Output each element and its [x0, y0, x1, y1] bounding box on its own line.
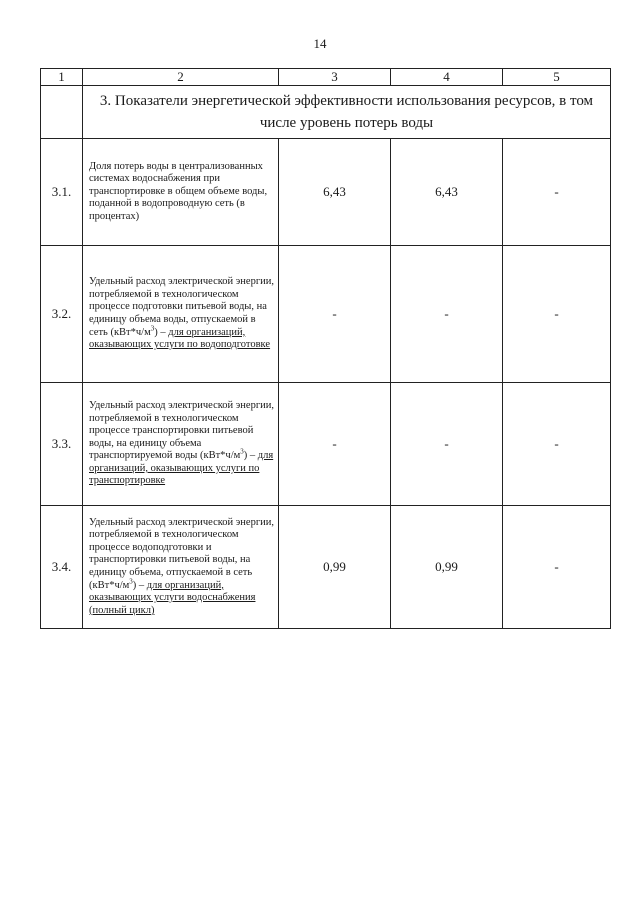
- row-number: 3.3.: [41, 383, 83, 506]
- value-col-4: 0,99: [391, 506, 503, 629]
- value-col-3: 6,43: [279, 139, 391, 246]
- section-title-row: [41, 86, 611, 139]
- value-col-5: -: [503, 383, 611, 506]
- row-description: [83, 506, 279, 629]
- description-text: ) –: [154, 326, 169, 338]
- column-number-2: 2: [83, 69, 279, 86]
- superscript: 3: [150, 324, 155, 333]
- column-number-row: [41, 69, 611, 86]
- description-text: Удельный расход электрической энергии, потребляемой в технологическом процессе подготовки питьевой воды, на единицу объема воды, отпускаемой в сеть (кВт*ч/м: [89, 276, 275, 338]
- value-col-3: 0,99: [279, 506, 391, 629]
- empty-cell: [41, 86, 83, 139]
- value-col-4: 6,43: [391, 139, 503, 246]
- superscript: 3: [240, 447, 244, 456]
- row-number: 3.1.: [41, 139, 83, 246]
- column-number-1: 1: [41, 69, 83, 86]
- value-col-5: -: [503, 506, 611, 629]
- table-row: [41, 383, 611, 506]
- value-col-4: -: [391, 246, 503, 383]
- row-description: Доля потерь воды в централизованных системах водоснабжения при транспортировке в общем объеме воды, поданной в водопроводную сеть (в процентах): [83, 139, 279, 246]
- underlined-note: для организаций, оказывающих услуги по водоподготовке: [89, 326, 271, 351]
- underlined-note: для организаций, оказывающих услуги водоснабжения (полный цикл): [89, 579, 256, 616]
- description-text: ) –: [243, 450, 258, 462]
- description-text: ) –: [132, 579, 147, 591]
- column-number-3: 3: [279, 69, 391, 86]
- column-number-4: 4: [391, 69, 503, 86]
- value-col-5: -: [503, 246, 611, 383]
- table-row: [41, 139, 611, 246]
- value-col-5: -: [503, 139, 611, 246]
- superscript: 3: [129, 577, 133, 586]
- indicators-table: [40, 68, 611, 629]
- description-text: Удельный расход электрической энергии, потребляемой в технологическом процессе транспортировки питьевой воды, на единицу объема транспортируемой воды (кВт*ч/м: [89, 399, 275, 462]
- table-row: [41, 506, 611, 629]
- underlined-note: для организаций, оказывающих услуги по транспортировке: [89, 450, 274, 487]
- value-col-3: -: [279, 246, 391, 383]
- column-number-5: 5: [503, 69, 611, 86]
- row-number: 3.4.: [41, 506, 83, 629]
- row-description: [83, 246, 279, 383]
- row-description: [83, 383, 279, 506]
- description-text: Удельный расход электрической энергии, потребляемой в технологическом процессе водоподготовки и транспортировки питьевой воды, на единицу объема, отпускаемой в сеть (кВт*ч/м: [89, 516, 275, 591]
- value-col-3: -: [279, 383, 391, 506]
- table-row: [41, 246, 611, 383]
- section-title: 3. Показатели энергетической эффективности использования ресурсов, в том числе уровень потерь воды: [83, 86, 611, 139]
- page-number: 14: [313, 36, 327, 51]
- row-number: 3.2.: [41, 246, 83, 383]
- value-col-4: -: [391, 383, 503, 506]
